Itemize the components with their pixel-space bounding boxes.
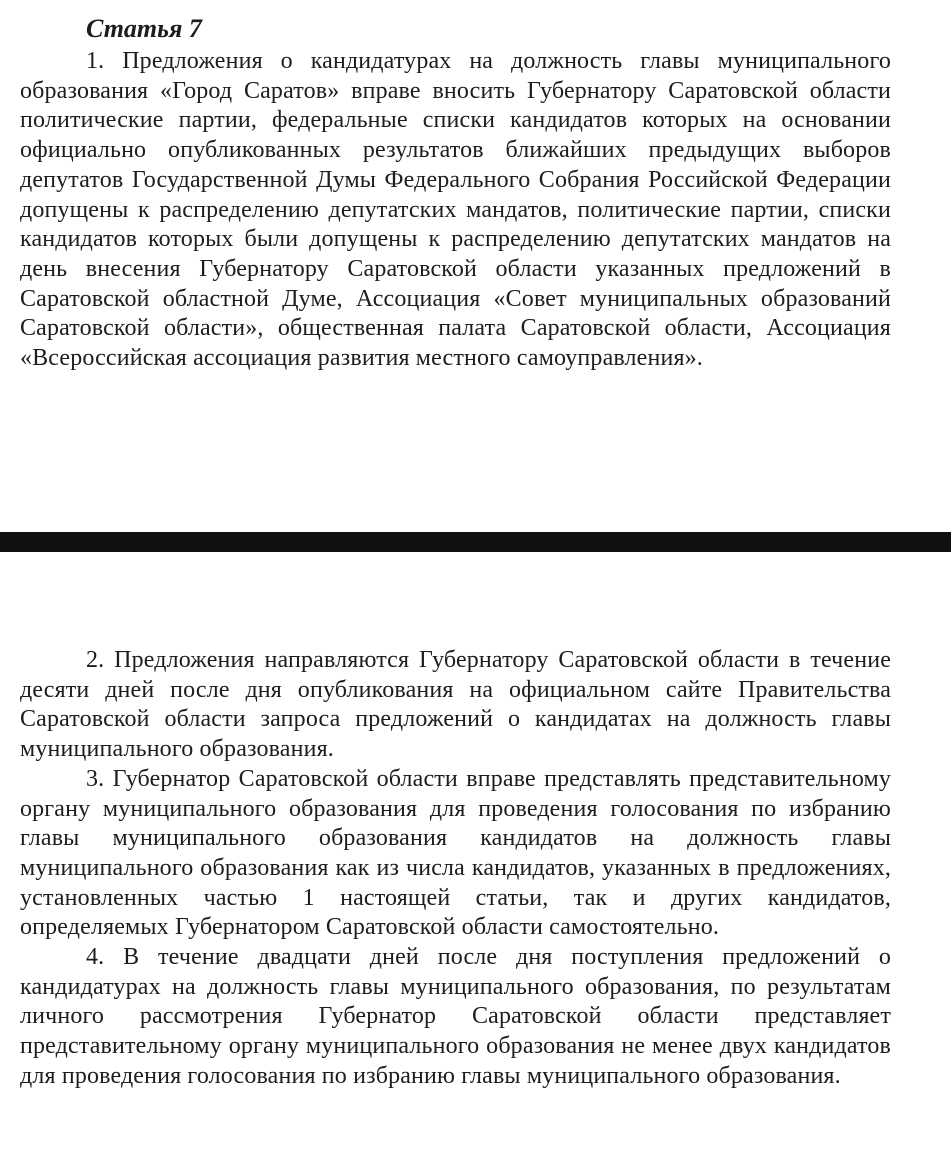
paragraph-3: 3. Губернатор Саратовской области вправе представлять представительному органу муниципального образования для проведения голосования по избранию главы муниципального образования кандидатов на должность главы муниципального образования как из числа кандидатов, указанных в предложениях, установленных частью 1 настоящей статьи, так и других кандидатов, определяемых Губернатором Саратовской области самостоятельно.	[20, 765, 891, 941]
paragraph-4: 4. В течение двадцати дней после дня поступления предложений о кандидатурах на должность главы муниципального образования, по результатам личного рассмотрения Губернатор Саратовской области представляет представительному органу муниципального образования не менее двух кандидатов для проведения голосования по избранию главы муниципального образования.	[20, 944, 891, 1089]
document-page-top	[0, 0, 951, 532]
page-separator	[0, 532, 951, 552]
paragraph-1: 1. Предложения о кандидатурах на должность главы муниципального образования «Город Саратов» вправе вносить Губернатору Саратовской области политические партии, федеральные списки кандидатов которых на основании официально опубликованных результатов ближайших предыдущих выборов депутатов Государственной Думы Федерального Собрания Российской Федерации допущены к распределению депутатских мандатов, политические партии, списки кандидатов которых были допущены к распределению депутатских мандатов на день внесения Губернатору Саратовской области указанных предложений в Саратовской областной Думе, Ассоциация «Совет муниципальных образований Саратовской области», общественная палата Саратовской области, Ассоциация «Всероссийская ассоциация развития местного самоуправления».	[20, 48, 891, 372]
article-title: Статья 7	[86, 14, 202, 43]
article-content-bottom	[20, 646, 891, 1092]
article-content-top	[20, 12, 891, 374]
document-page-bottom	[0, 552, 951, 1171]
paragraph-2: 2. Предложения направляются Губернатору Саратовской области в течение десяти дней после дня опубликования на официальном сайте Правительства Саратовской области запроса предложений о кандидатах на должность главы муниципального образования.	[20, 647, 891, 763]
